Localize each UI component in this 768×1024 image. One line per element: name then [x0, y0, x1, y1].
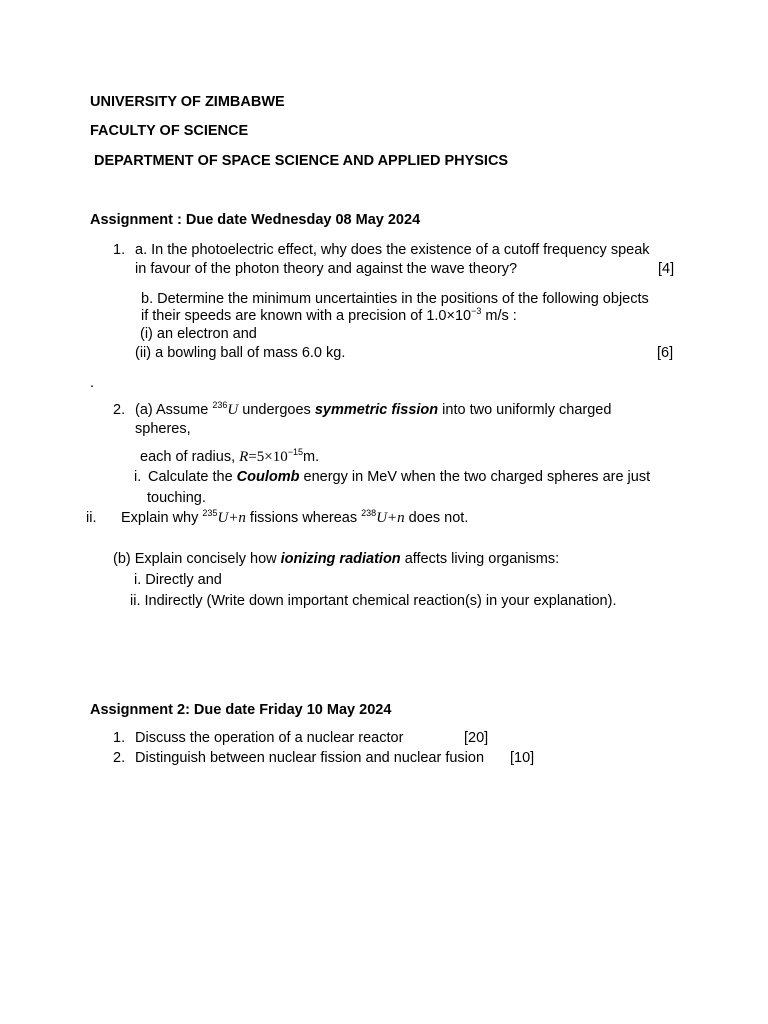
a2-item1-number: 1. [113, 730, 126, 746]
q2a-line1 [135, 402, 611, 419]
a2-item2-marks: [10] [510, 750, 535, 766]
q1b-line2 [141, 308, 517, 324]
q2a-post: into two uniformly charged [438, 402, 612, 418]
q1b-item-ii: (ii) a bowling ball of mass 6.0 kg. [135, 345, 346, 361]
assignment2-heading: Assignment 2: Due date Friday 10 May 2024 [90, 702, 392, 718]
q2a-ii-expr1: U+n [217, 510, 246, 526]
q2a-line2: spheres, [135, 421, 191, 437]
q1-number: 1. [113, 242, 126, 258]
q1a-line2: in favour of the photon theory and against the wave theory? [135, 261, 518, 277]
q2a-pre: (a) Assume [135, 402, 213, 418]
faculty-title: FACULTY OF SCIENCE [90, 123, 249, 139]
a2-item1-marks: [20] [464, 730, 489, 746]
q1b-item-i: (i) an electron and [140, 326, 257, 342]
q2a-ii-pre: Explain why [121, 510, 203, 526]
q1b-marks: [6] [657, 345, 674, 361]
q2a-i-line1 [148, 469, 650, 485]
q2a-i-bold: Coulomb [236, 469, 300, 485]
q2a-i-line2: touching. [147, 490, 206, 506]
q2a-ii-expr2: U+n [376, 510, 405, 526]
q2a-ii-mass2: 238 [361, 508, 377, 518]
q2-number: 2. [113, 402, 126, 418]
q2a-i-post: energy in MeV when the two charged spheres are just [299, 469, 651, 485]
q1b-line2-post: m/s : [481, 308, 517, 324]
q1b-exponent: −3 [471, 306, 482, 316]
q2a-radius-symbol: R [239, 449, 249, 465]
q2a-ii-mid: fissions whereas [245, 510, 362, 526]
assignment1-heading: Assignment : Due date Wednesday 08 May 2024 [90, 212, 421, 228]
q2a-radius-pre: each of radius, [140, 449, 240, 465]
q1a-line1: a. In the photoelectric effect, why does the existence of a cutoff frequency speak [135, 242, 650, 258]
q2a-i-pre: Calculate the [148, 469, 237, 485]
q2b-line [113, 551, 559, 567]
q1a-marks: [4] [658, 261, 675, 277]
q2a-ii-number: ii. [86, 510, 97, 526]
q2a-mid: undergoes [238, 402, 315, 418]
q2a-radius-exponent: −15 [287, 447, 304, 457]
q2b-post: affects living organisms: [400, 551, 560, 567]
q2b-pre: (b) Explain concisely how [113, 551, 281, 567]
q2a-bold-term: symmetric fission [314, 402, 439, 418]
q2b-item-ii: ii. Indirectly (Write down important chemical reaction(s) in your explanation). [130, 593, 617, 609]
q2a-ii-mass1: 235 [202, 508, 218, 518]
a2-item1-text: Discuss the operation of a nuclear reactor [135, 730, 404, 746]
q2a-ii-line [121, 510, 468, 527]
a2-item2-number: 2. [113, 750, 126, 766]
q2a-isotope-mass: 236 [212, 400, 228, 410]
q2a-ii-post: does not. [404, 510, 469, 526]
a2-item2-text: Distinguish between nuclear fission and nuclear fusion [135, 750, 485, 766]
q2b-bold: ionizing radiation [280, 551, 401, 567]
q1b-line2-pre: if their speeds are known with a precision of 1.0×10 [141, 308, 472, 324]
department-title: DEPARTMENT OF SPACE SCIENCE AND APPLIED PHYSICS [94, 153, 509, 169]
q2a-radius-unit: m. [303, 449, 320, 465]
q2a-i-number: i. [134, 469, 142, 485]
q1b-line1: b. Determine the minimum uncertainties in the positions of the following objects [141, 291, 649, 307]
q2b-item-i: i. Directly and [134, 572, 222, 588]
q2a-radius [140, 449, 319, 466]
stray-dot: . [90, 375, 95, 391]
q2a-radius-value: =5×10 [248, 449, 288, 465]
q2a-isotope-symbol: U [227, 402, 239, 418]
university-title: UNIVERSITY OF ZIMBABWE [90, 94, 285, 110]
